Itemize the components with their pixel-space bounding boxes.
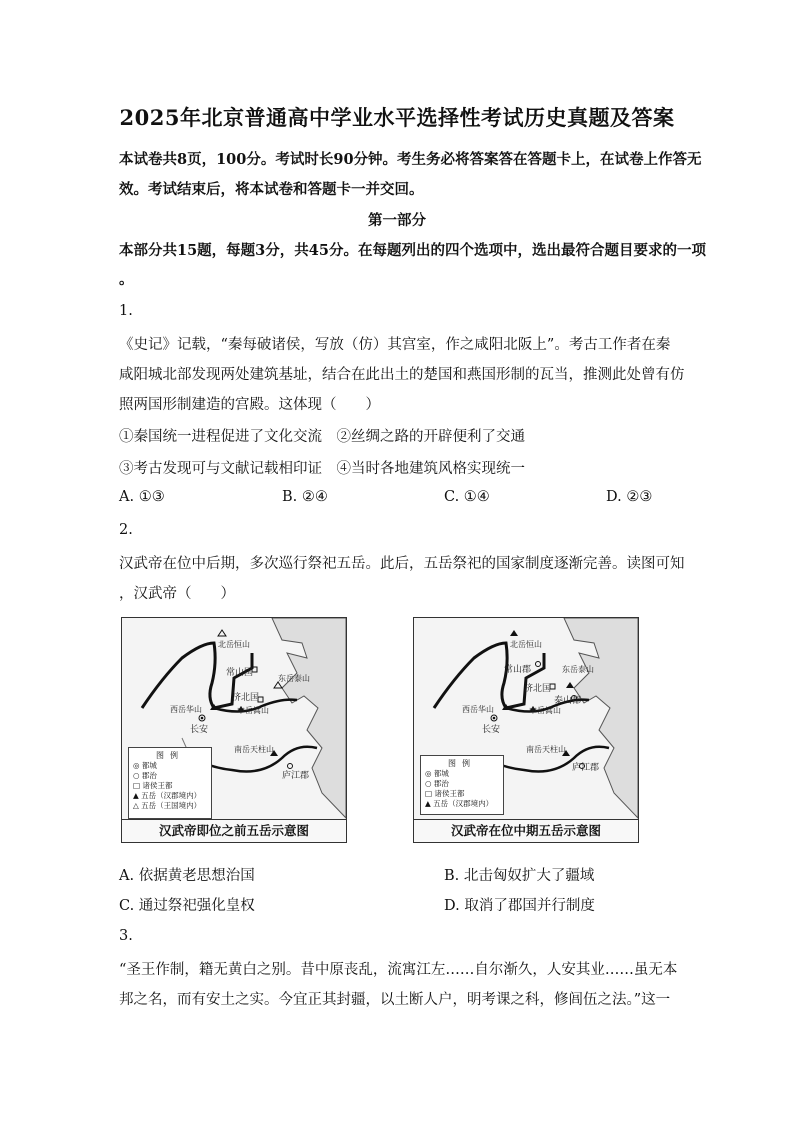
q2-option-a[interactable]: A. 依据黄老思想治国: [119, 868, 255, 884]
map-left-legend-item: ○ 郡治: [133, 771, 157, 780]
q3-stem-line-1: “圣王作制，籍无黄白之别。昔中原丧乱，流寓江左……自尔渐久，人安其业……虽无本: [119, 962, 678, 978]
q2-option-c[interactable]: C. 通过祭祀强化皇权: [119, 898, 255, 914]
map-left-legend-item: △ 五岳（王国境内）: [133, 801, 202, 810]
map-right-legend-title: 图例: [448, 759, 476, 768]
part-intro-line-2: 。: [119, 271, 134, 288]
map-left-legend-item: ◎ 都城: [133, 761, 157, 770]
map-left-legend-item: ▲ 五岳（汉郡境内）: [133, 791, 202, 800]
q2-stem-line-1: 汉武帝在位中后期，多次巡行祭祀五岳。此后，五岳祭祀的国家制度逐渐完善。读图可知: [119, 556, 685, 572]
map-left-label-central: 中岳嵩山: [237, 706, 269, 715]
map-right-label-central: 中岳嵩山: [529, 706, 561, 715]
part-intro-line-1: 本部分共15题，每题3分，共45分。在每题列出的四个选项中，选出最符合题目要求的一项: [119, 242, 706, 259]
map-left-caption: 汉武帝即位之前五岳示意图: [122, 819, 346, 842]
map-right-label-east: 东岳泰山: [562, 665, 594, 674]
map-right-legend-item: ▲ 五岳（汉郡境内）: [425, 799, 494, 808]
map-left-label-lujiang: 庐江郡: [282, 771, 310, 781]
q1-option-a[interactable]: A. ①③: [119, 489, 165, 505]
map-right-label-north: 北岳恒山: [510, 640, 542, 649]
q2-option-d[interactable]: D. 取消了郡国并行制度: [444, 898, 595, 914]
q2-stem-line-2: ，汉武帝（ ）: [119, 586, 235, 602]
q1-stem-line-2: 咸阳城北部发现两处建筑基址，结合在此出土的楚国和燕国形制的瓦当，推测此处曾有仿: [119, 367, 685, 383]
map-right-label-south: 南岳天柱山: [526, 745, 566, 754]
map-right-legend-item: ○ 郡治: [425, 779, 449, 788]
q1-statement-2: ③考古发现可与文献记载相印证 ④当时各地建筑风格实现统一: [119, 461, 525, 477]
map-left-legend-title: 图例: [156, 751, 184, 760]
map-right-label-jibei: 济北国: [524, 684, 552, 694]
q3-number: 3.: [119, 928, 133, 944]
map-right-legend: [420, 755, 504, 815]
q3-stem-line-2: 邦之名，而有安土之实。今宜正其封疆，以土断人户，明考课之科，修闾伍之法。”这一: [119, 992, 671, 1008]
q2-option-b[interactable]: B. 北击匈奴扩大了疆域: [444, 868, 595, 884]
q1-option-b[interactable]: B. ②④: [282, 489, 328, 505]
part-title: 第一部分: [368, 212, 426, 229]
q1-option-c[interactable]: C. ①④: [444, 489, 490, 505]
page-title: 2025年北京普通高中学业水平选择性考试历史真题及答案: [119, 105, 675, 130]
map-right-legend-item: ◎ 都城: [425, 769, 449, 778]
q1-option-d[interactable]: D. ②③: [606, 489, 653, 505]
map-left-label-west: 西岳华山: [170, 705, 202, 714]
q1-statement-1: ①秦国统一进程促进了文化交流 ②丝绸之路的开辟便利了交通: [119, 429, 525, 445]
q1-stem-line-3: 照两国形制建造的宫殿。这体现（ ）: [119, 397, 380, 413]
map-right-label-changshan: 常山郡: [504, 665, 532, 675]
intro-line-2: 效。考试结束后，将本试卷和答题卡一并交回。: [119, 181, 424, 198]
map-left-label-changshan: 常山国: [226, 668, 254, 678]
map-left-label-jibei: 济北国: [232, 693, 260, 703]
map-left-label-capital: 长安: [190, 725, 209, 735]
map-before-accession: [121, 617, 347, 843]
map-left-label-north: 北岳恒山: [218, 640, 250, 649]
map-right-label-taishan: 泰山郡: [554, 696, 582, 706]
map-left-label-south: 南岳天柱山: [234, 745, 274, 754]
map-right-label-lujiang: 庐江郡: [572, 763, 600, 773]
q1-number: 1.: [119, 303, 133, 319]
map-right-label-capital: 长安: [482, 725, 501, 735]
map-right-label-west: 西岳华山: [462, 705, 494, 714]
map-left-label-east: 东岳泰山: [278, 674, 310, 683]
map-left-legend-item: □ 诸侯王都: [133, 781, 173, 790]
map-left-legend: [128, 747, 212, 819]
map-mid-reign: [413, 617, 639, 843]
map-right-caption: 汉武帝在位中期五岳示意图: [414, 819, 638, 842]
intro-line-1: 本试卷共8页，100分。考试时长90分钟。考生务必将答案答在答题卡上，在试卷上作答无: [119, 151, 702, 168]
q1-stem-line-1: 《史记》记载，“秦每破诸侯，写放（仿）其宫室，作之咸阳北阪上”。考古工作者在秦: [119, 337, 671, 353]
q2-number: 2.: [119, 522, 133, 538]
map-right-legend-item: □ 诸侯王都: [425, 789, 465, 798]
